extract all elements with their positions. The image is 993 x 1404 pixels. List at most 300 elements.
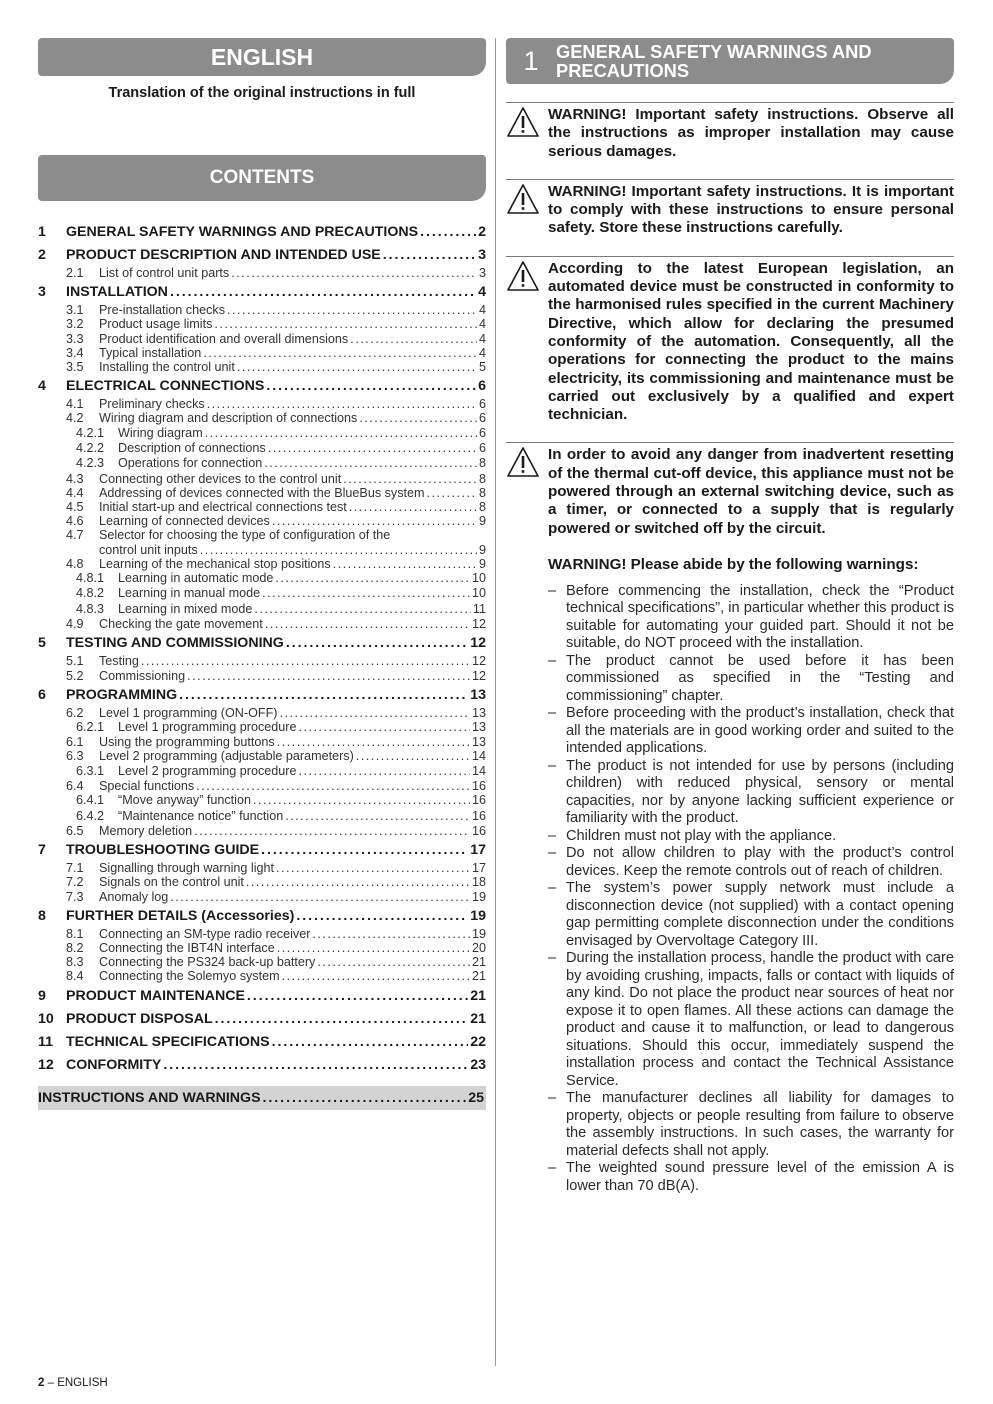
toc-leader-dots — [296, 908, 468, 924]
toc-entry-number: 3 — [38, 284, 46, 301]
toc-entry-title: CONFORMITY — [66, 1056, 162, 1073]
section-title — [556, 42, 872, 80]
toc-entry[interactable] — [38, 1011, 486, 1030]
toc-entry[interactable] — [38, 1057, 486, 1076]
toc-subentry-number: 4.1 — [66, 397, 84, 412]
toc-subentry-page: 4 — [478, 317, 486, 332]
toc-entry-page: 13 — [470, 686, 486, 703]
toc-entry-number: 12 — [38, 1056, 54, 1073]
toc-entry[interactable] — [38, 284, 486, 303]
toc-entry-number: 4 — [38, 378, 46, 395]
warning-block — [506, 179, 954, 238]
toc-subentry-page: 17 — [471, 861, 486, 876]
toc-subentry-title: Wiring diagram and description of connections — [99, 411, 358, 426]
toc-entry[interactable] — [38, 908, 486, 927]
toc-leader-dots — [285, 809, 470, 823]
bullet-item: – The weighted sound pressure level of the emission A is lower than 70 dB(A). — [548, 1160, 954, 1195]
toc-subentry-page: 6 — [478, 397, 486, 412]
toc-entry-title: ELECTRICAL CONNECTIONS — [66, 378, 265, 395]
toc-subentry-page: 10 — [471, 586, 486, 601]
toc-leader-dots — [349, 500, 477, 514]
toc-subentry-number: 6.5 — [66, 824, 84, 839]
toc-subentry-number: 6.2.1 — [76, 719, 105, 734]
toc-subentry-page: 4 — [478, 331, 486, 346]
toc-subentry-page: 13 — [471, 705, 486, 720]
toc-subentry-title: Memory deletion — [99, 824, 193, 839]
toc-leader-dots — [282, 969, 470, 983]
toc-subentry-number: 6.1 — [66, 735, 84, 750]
toc-subentry-title: Using the programming buttons — [99, 735, 275, 750]
warning-text: WARNING! Important safety instructions. It is important to comply with these instructions to ensure personal safety. Store these instructions carefully. — [548, 182, 954, 237]
toc-leader-dots — [205, 426, 477, 440]
toc-subentry-title: Installing the control unit — [99, 359, 235, 374]
toc-subentry[interactable] — [38, 411, 486, 425]
toc-subentry-page: 8 — [478, 500, 486, 515]
toc-subentry-number: 4.3 — [66, 471, 84, 486]
toc-subentry-page: 6 — [478, 440, 486, 455]
toc-entry-page: 12 — [470, 635, 486, 652]
toc-subentry[interactable] — [38, 735, 486, 749]
bullet-item: – Before commencing the installation, check the “Product technical specifications”, in particular whether this product is suitable for automating your guided part. Should it not be suitable, do NOT proceed with the installation. — [548, 583, 954, 653]
toc-section — [38, 378, 486, 631]
toc-entry-page: 21 — [470, 1010, 486, 1027]
toc-entry[interactable] — [38, 224, 486, 243]
toc-subentry[interactable] — [38, 779, 486, 793]
toc-section — [38, 635, 486, 682]
toc-subentry[interactable] — [38, 875, 486, 889]
toc-subentry-number: 3.2 — [66, 317, 84, 332]
footer-page-number: 2 — [38, 1377, 45, 1389]
warning-triangle-icon — [506, 446, 548, 537]
toc-subentry[interactable] — [38, 586, 486, 601]
toc-leader-dots — [196, 779, 470, 793]
toc-subentry-title: Preliminary checks — [99, 397, 205, 412]
bullet-item: – The system’s power supply network must include a disconnection device (not supplied) with a contact opening gap permitting complete disconnection under the conditions envisaged by Overvoltage Category III. — [548, 880, 954, 950]
toc-leader-dots — [253, 793, 470, 807]
toc-subentry-number: 7.2 — [66, 875, 84, 890]
toc-entry-page: 4 — [478, 284, 486, 301]
toc-leader-dots — [263, 1086, 467, 1110]
toc-subentry-number: 6.4.2 — [76, 808, 105, 823]
toc-final-page: 25 — [468, 1089, 484, 1106]
toc-entry[interactable] — [38, 378, 486, 397]
toc-subentry[interactable] — [38, 824, 486, 838]
toc-subentry-number: 8.3 — [66, 955, 84, 970]
toc-subentry-title: Checking the gate movement — [99, 617, 263, 632]
toc-subentry-page: 18 — [471, 875, 486, 890]
toc-subentry-page: 9 — [478, 542, 486, 557]
toc-leader-dots — [265, 617, 470, 631]
toc-subentry-page: 21 — [471, 969, 486, 984]
toc-subentry[interactable] — [38, 303, 486, 317]
language-banner: ENGLISH — [38, 38, 486, 76]
toc-subentry-number: 4.5 — [66, 500, 84, 515]
toc-entry-title: FURTHER DETAILS (Accessories) — [66, 907, 295, 924]
toc-subentry-page: 8 — [478, 471, 486, 486]
toc-leader-dots — [268, 441, 477, 455]
toc-leader-dots — [299, 764, 470, 778]
toc-subentry[interactable] — [38, 543, 486, 557]
toc-subentry-number: 4.6 — [66, 514, 84, 529]
toc-subentry-page: 12 — [471, 617, 486, 632]
table-of-contents — [38, 224, 486, 1110]
page-footer — [38, 1377, 108, 1389]
toc-entry-title: INSTALLATION — [66, 284, 168, 301]
warning-text: According to the latest European legislation, an automated device must be constructed in conformity to the harmonised rules specified in the current Machinery Directive, which allow for declaring the presumed conformity of the automation. Consequently, all the operations for connecting the product to the mains electricity, its commissioning and maintenance must be carried out exclusively by a qualified and expert technician. — [548, 259, 954, 424]
toc-subentry-number: 7.1 — [66, 861, 84, 876]
toc-subentry[interactable] — [38, 456, 486, 471]
toc-leader-dots — [254, 602, 471, 616]
toc-subentry-number: 8.1 — [66, 926, 84, 941]
toc-entry-number: 2 — [38, 247, 46, 263]
toc-entry-title: TESTING AND COMMISSIONING — [66, 635, 284, 652]
warning-block — [506, 442, 954, 537]
toc-subentry[interactable] — [38, 861, 486, 875]
toc-leader-dots — [356, 749, 470, 763]
toc-subentry-page: 10 — [471, 570, 486, 585]
toc-subentry-title: Commissioning — [99, 668, 186, 683]
toc-subentry-title: Signals on the control unit — [99, 875, 244, 890]
toc-leader-dots — [170, 284, 476, 300]
toc-subentry-number: 4.2.3 — [76, 456, 105, 471]
toc-subentry[interactable] — [38, 955, 486, 969]
bullet-item: – During the installation process, handle the product with care by avoiding crushing, impacts, falls or contact with liquids of any kind. Do not place the product near sources of heat nor expose it to open flames. All these actions can damage the product and cause it to malfunction, or lead to dangerous situations. Should this occur, immediately suspend the installation process and contact the Technical Assistance Service. — [548, 950, 954, 1090]
toc-subentry-title: Addressing of devices connected with the BlueBus system — [99, 485, 425, 500]
toc-subentry-title: Connecting the IBT4N interface — [99, 940, 275, 955]
toc-subentry-page: 6 — [478, 425, 486, 440]
toc-leader-dots — [277, 941, 470, 955]
toc-entry[interactable] — [38, 635, 486, 654]
toc-section — [38, 224, 486, 243]
toc-entry[interactable] — [38, 687, 486, 706]
toc-subentry[interactable] — [38, 332, 486, 346]
toc-subentry-title: Typical installation — [99, 345, 202, 360]
toc-entry-title: PROGRAMMING — [66, 686, 178, 703]
toc-section — [38, 908, 486, 984]
toc-subentry-page: 12 — [471, 654, 486, 669]
toc-subentry[interactable] — [38, 441, 486, 456]
toc-subentry-title: Initial start-up and electrical connections test — [99, 500, 347, 515]
toc-leader-dots — [247, 988, 468, 1004]
toc-leader-dots — [237, 360, 477, 374]
section-title-line: GENERAL SAFETY WARNINGS AND — [556, 41, 872, 62]
toc-subentry-number: 8.4 — [66, 969, 84, 984]
toc-subentry-page: 14 — [471, 749, 486, 764]
toc-subentry[interactable] — [38, 720, 486, 735]
toc-entry-page: 19 — [470, 907, 486, 924]
toc-leader-dots — [286, 635, 468, 651]
toc-subentry-number: 4.2 — [66, 411, 84, 426]
toc-subentry[interactable] — [38, 557, 486, 571]
warnings-list — [506, 102, 954, 538]
toc-subentry[interactable] — [38, 528, 486, 542]
toc-leader-dots — [215, 1011, 469, 1027]
bullet-item: – Before proceeding with the product’s installation, check that all the materials are in good working order and suited to the intended applications. — [548, 705, 954, 758]
toc-subentry[interactable] — [38, 266, 486, 280]
toc-subentry-title: Wiring diagram — [118, 425, 203, 440]
toc-subentry-title: List of control unit parts — [99, 266, 230, 280]
warning-block — [506, 256, 954, 425]
toc-subentry[interactable] — [38, 346, 486, 360]
toc-subentry-number: 4.8.1 — [76, 570, 105, 585]
toc-entry-page: 6 — [478, 378, 486, 395]
toc-entry-page: 21 — [470, 987, 486, 1004]
toc-subentry[interactable] — [38, 706, 486, 720]
toc-subentry[interactable] — [38, 617, 486, 631]
toc-leader-dots — [194, 824, 470, 838]
toc-subentry-page: 4 — [478, 303, 486, 318]
toc-subentry-title: Learning in manual mode — [118, 586, 261, 601]
toc-entry-number: 10 — [38, 1010, 54, 1027]
toc-entry[interactable] — [38, 988, 486, 1007]
toc-subentry-page: 14 — [471, 763, 486, 778]
toc-leader-dots — [200, 543, 477, 557]
toc-subentry[interactable] — [38, 669, 486, 683]
toc-leader-dots — [343, 472, 477, 486]
toc-subentry-title: Product identification and overall dimensions — [99, 331, 349, 346]
toc-leader-dots — [207, 397, 477, 411]
toc-subentry-title: Signalling through warning light — [99, 861, 275, 876]
toc-leader-dots — [333, 557, 477, 571]
toc-section — [38, 247, 486, 280]
toc-subentry-number: 4.8 — [66, 556, 84, 571]
toc-subentry[interactable] — [38, 500, 486, 514]
right-column — [506, 38, 954, 1195]
toc-leader-dots — [179, 687, 468, 703]
toc-subentry-title: control unit inputs — [99, 542, 198, 557]
toc-entry[interactable] — [38, 842, 486, 861]
toc-leader-dots — [141, 654, 470, 668]
toc-subentry-number: 2.1 — [66, 266, 84, 280]
toc-subentry[interactable] — [38, 317, 486, 331]
toc-subentry[interactable] — [38, 571, 486, 586]
toc-subentry-page: 13 — [471, 719, 486, 734]
toc-subentry-number: 5.1 — [66, 654, 84, 669]
toc-subentry-title: Testing — [99, 654, 139, 669]
toc-section — [38, 988, 486, 1007]
toc-subentry[interactable] — [38, 360, 486, 374]
toc-subentry-title: “Move anyway” function — [118, 793, 251, 808]
toc-subentry[interactable] — [38, 472, 486, 486]
toc-section — [38, 1034, 486, 1053]
toc-entry[interactable] — [38, 247, 486, 266]
toc-leader-dots — [275, 571, 470, 585]
toc-subentry-page: 9 — [478, 514, 486, 529]
toc-subentry[interactable] — [38, 941, 486, 955]
left-column — [38, 38, 486, 1110]
toc-leader-dots — [203, 346, 477, 360]
toc-entry-title: TROUBLESHOOTING GUIDE — [66, 842, 260, 859]
toc-subentry-number: 6.3 — [66, 749, 84, 764]
contents-banner: CONTENTS — [38, 155, 486, 201]
bullet-item: – Do not allow children to play with the product’s control devices. Keep the remote controls out of reach of children. — [548, 845, 954, 880]
warning-text: In order to avoid any danger from inadvertent resetting of the thermal cut-off device, this appliance must not be powered through an external switching device, such as a timer, or connected to a supply that is regularly powered or switched off by the circuit. — [548, 446, 954, 537]
toc-subentry[interactable] — [38, 654, 486, 668]
toc-subentry-title: Level 2 programming (adjustable parameters) — [99, 749, 354, 764]
toc-subentry-number: 4.2.1 — [76, 425, 105, 440]
toc-final-title: INSTRUCTIONS AND WARNINGS — [38, 1089, 261, 1106]
toc-subentry[interactable] — [38, 890, 486, 904]
toc-entry-number: 5 — [38, 635, 46, 652]
footer-label: – ENGLISH — [44, 1377, 108, 1389]
toc-subentry[interactable] — [38, 514, 486, 528]
toc-subentry-title: Pre-installation checks — [99, 303, 225, 318]
toc-subentry-page: 21 — [471, 955, 486, 970]
toc-subentry[interactable] — [38, 749, 486, 763]
toc-section — [38, 284, 486, 374]
section-title-line: PRECAUTIONS — [556, 60, 690, 81]
toc-subentry-number: 3.5 — [66, 359, 84, 374]
toc-subentry-number: 4.2.2 — [76, 440, 105, 455]
toc-subentry-title: Connecting other devices to the control unit — [99, 471, 342, 486]
toc-section — [38, 1011, 486, 1030]
toc-entry-number: 11 — [38, 1033, 53, 1050]
toc-subentry-title: Learning in automatic mode — [118, 570, 274, 585]
toc-entry-title: PRODUCT DISPOSAL — [66, 1010, 213, 1027]
toc-subentry-number: 6.2 — [66, 705, 84, 720]
toc-subentry-number: 6.3.1 — [76, 763, 105, 778]
toc-entry-page: 2 — [478, 224, 486, 240]
section-number: 1 — [523, 45, 539, 76]
toc-subentry[interactable] — [38, 927, 486, 941]
toc-subentry-title: Product usage limits — [99, 317, 213, 332]
warnings-heading: WARNING! Please abide by the following warnings: — [548, 555, 919, 573]
toc-subentry-title: Learning in mixed mode — [118, 601, 253, 616]
toc-subentry-title: Special functions — [99, 779, 195, 794]
toc-entry-number: 7 — [38, 842, 46, 859]
toc-subentry-number: 4.4 — [66, 485, 84, 500]
toc-section — [38, 842, 486, 904]
toc-subentry-page: 16 — [471, 824, 486, 839]
toc-entry-number: 9 — [38, 987, 46, 1004]
toc-entry-page: 23 — [470, 1056, 486, 1073]
toc-subentry[interactable] — [38, 809, 486, 824]
toc-subentry-page: 12 — [471, 668, 486, 683]
toc-leader-dots — [277, 735, 470, 749]
toc-subentry[interactable] — [38, 793, 486, 808]
toc-leader-dots — [312, 927, 470, 941]
toc-subentry-number: 6.4.1 — [76, 793, 105, 808]
toc-subentry-title: Learning of the mechanical stop positions — [99, 556, 331, 571]
toc-entry-page: 17 — [470, 842, 486, 859]
bullet-item: – The manufacturer declines all liability for damages to property, objects or people resulting from failure to observe the assembly instructions. In such cases, the warranty for material defects shall not apply. — [548, 1090, 954, 1160]
toc-subentry[interactable] — [38, 602, 486, 617]
toc-leader-dots — [272, 514, 477, 528]
toc-subentry-title: Operations for connection — [118, 456, 263, 471]
toc-leader-dots — [246, 875, 470, 889]
toc-section — [38, 687, 486, 839]
toc-subentry-page: 8 — [478, 485, 486, 500]
toc-leader-dots — [272, 1034, 469, 1050]
toc-leader-dots — [231, 266, 477, 280]
toc-subentry-title: Connecting the Solemyo system — [99, 969, 280, 984]
toc-subentry-number: 3.1 — [66, 303, 84, 318]
toc-subentry-title: Connecting an SM-type radio receiver — [99, 926, 311, 941]
toc-entry-page: 3 — [478, 247, 486, 263]
warning-triangle-icon — [506, 183, 548, 238]
toc-leader-dots — [264, 456, 477, 470]
toc-leader-dots — [227, 303, 477, 317]
toc-subentry-number: 7.3 — [66, 889, 84, 904]
toc-subentry-page: 5 — [478, 359, 486, 374]
toc-subentry-page: 4 — [478, 345, 486, 360]
toc-subentry-number: 4.8.3 — [76, 601, 105, 616]
toc-entry-title: PRODUCT MAINTENANCE — [66, 987, 245, 1004]
toc-subentry-number: 4.9 — [66, 617, 84, 632]
bullet-item: – The product cannot be used before it has been commissioned as specified in the “Testing and commissioning” chapter. — [548, 653, 954, 706]
toc-subentry[interactable] — [38, 764, 486, 779]
toc-entry-number: 6 — [38, 686, 46, 703]
toc-subentry-page: 16 — [471, 808, 486, 823]
toc-entry-title: PRODUCT DESCRIPTION AND INTENDED USE — [66, 247, 381, 263]
toc-subentry[interactable] — [38, 426, 486, 441]
toc-leader-dots — [359, 411, 477, 425]
toc-subentry-title: “Maintenance notice” function — [118, 808, 284, 823]
toc-subentry-number: 6.4 — [66, 779, 84, 794]
toc-leader-dots — [279, 706, 470, 720]
toc-leader-dots — [317, 955, 470, 969]
toc-subentry-number: 3.4 — [66, 345, 84, 360]
toc-entry[interactable] — [38, 1034, 486, 1053]
toc-subentry-number: 4.8.2 — [76, 586, 105, 601]
toc-leader-dots — [214, 317, 477, 331]
toc-subentry-title: Level 1 programming (ON-OFF) — [99, 705, 278, 720]
toc-subentry-page: 20 — [471, 940, 486, 955]
toc-entry-number: 8 — [38, 907, 46, 924]
toc-subentry[interactable] — [38, 486, 486, 500]
toc-subentry-page: 19 — [471, 926, 486, 941]
toc-leader-dots — [163, 1057, 468, 1073]
toc-entry-page: 22 — [470, 1033, 486, 1050]
toc-leader-dots — [170, 890, 470, 904]
toc-leader-dots — [276, 861, 470, 875]
toc-subentry-page: 8 — [478, 456, 486, 471]
section-header — [506, 38, 954, 84]
toc-subentry-number: 5.2 — [66, 668, 84, 683]
toc-subentry-title: Selector for choosing the type of configuration of the — [99, 528, 391, 543]
warning-text: WARNING! Important safety instructions. Observe all the instructions as improper installation may cause serious damages. — [548, 106, 954, 160]
toc-subentry-page: 11 — [472, 601, 486, 616]
toc-entry-title: GENERAL SAFETY WARNINGS AND PRECAUTIONS — [66, 224, 419, 240]
toc-subentry[interactable] — [38, 397, 486, 411]
toc-subentry-page: 9 — [478, 556, 486, 571]
toc-subentry-page: 13 — [471, 735, 486, 750]
toc-leader-dots — [187, 669, 470, 683]
toc-subentry-page: 6 — [478, 411, 486, 426]
toc-section — [38, 1057, 486, 1076]
subtitle: Translation of the original instructions in full — [108, 85, 416, 101]
toc-leader-dots — [266, 378, 476, 394]
toc-subentry-title: Level 1 programming procedure — [118, 719, 297, 734]
toc-subentry[interactable] — [38, 969, 486, 983]
toc-leader-dots — [420, 224, 476, 240]
warning-triangle-icon — [506, 260, 548, 425]
toc-subentry-page: 19 — [471, 889, 486, 904]
toc-subentry-title: Connecting the PS324 back-up battery — [99, 955, 316, 970]
toc-subentry-page: 16 — [471, 793, 486, 808]
column-divider — [495, 38, 496, 1366]
toc-subentry-title: Level 2 programming procedure — [118, 763, 297, 778]
toc-leader-dots — [350, 332, 477, 346]
toc-entry-number: 1 — [38, 224, 46, 240]
toc-leader-dots — [299, 720, 470, 734]
toc-subentry-page: 3 — [478, 266, 486, 280]
toc-leader-dots — [427, 486, 477, 500]
toc-subentry-title: Description of connections — [118, 440, 266, 455]
toc-final-entry[interactable] — [38, 1086, 486, 1110]
bullet-item: – The product is not intended for use by persons (including children) with reduced physical, sensory or mental capacities, nor by anyone lacking sufficient experience or familiarity with the product. — [548, 758, 954, 828]
toc-subentry-number: 4.7 — [66, 528, 84, 543]
